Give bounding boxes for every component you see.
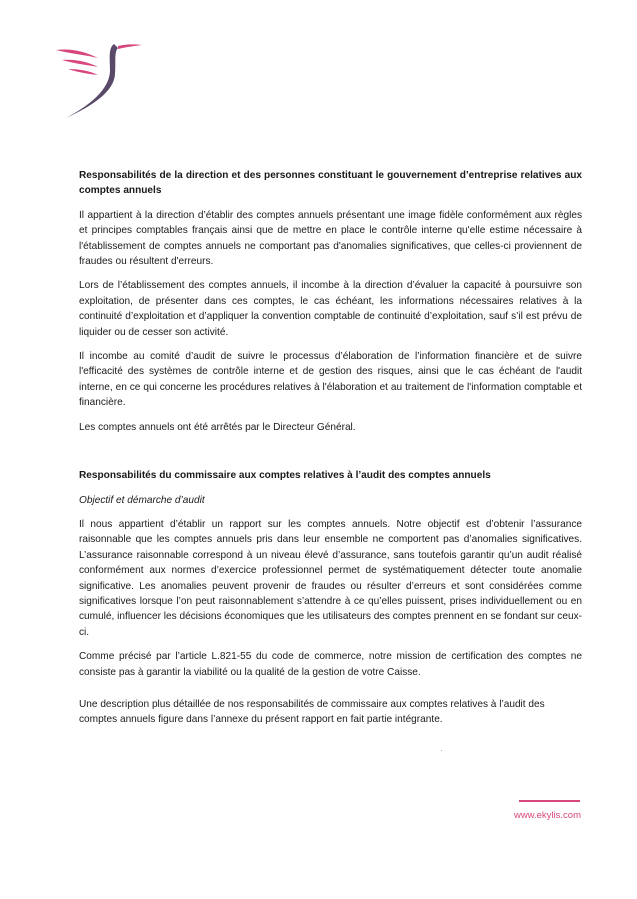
paragraph: Une description plus détaillée de nos responsabilités de commissaire aux comptes relatives à l’audit des comptes annuels figure dans l’annexe du présent rapport en fait partie intégrante. [79, 698, 545, 726]
paragraph: Les comptes annuels ont été arrêtés par le Directeur Général. [79, 421, 356, 433]
footer-url-link[interactable]: www.ekylis.com [513, 810, 581, 821]
ekylis-bird-logo-icon [52, 40, 144, 122]
paragraph: Il appartient à la direction d’établir des comptes annuels présentant une image fidèle conformément aux règles et principes comptables français ainsi que de mettre en place le contrôle interne qu'elle estime nécessaire à l'établissement de comptes annuels ne comportant pas d'anomalies significatives, que celles-ci proviennent de fraudes ou résultent d'erreurs. [79, 209, 582, 268]
section-heading-direction: Responsabilités de la direction et des personnes constituant le gouvernement d’entreprise relatives aux comptes annuels [79, 170, 582, 197]
paragraph: Il nous appartient d’établir un rapport sur les comptes annuels. Notre objectif est d’obtenir l’assurance raisonnable que les comptes annuels pris dans leur ensemble ne comportent pas d’anomalies significatives. L’assurance raisonnable correspond à un niveau élevé d’assurance, sans toutefois garantir qu’un audit réalisé conformément aux normes d’exercice professionnel permet de systématiquement détecter toute anomalie significative. Les anomalies peuvent provenir de fraudes ou résulter d’erreurs et sont considérées comme significatives lorsque l’on peut raisonnablement s’attendre à ce qu’elles puissent, prises individuellement ou en cumulé, influencer les décisions économiques que les utilisateurs des comptes prennent en se fondant sur ceux-ci. [79, 518, 582, 638]
paragraph: Lors de l’établissement des comptes annuels, il incombe à la direction d’évaluer la capacité à poursuivre son exploitation, de présenter dans ces comptes, le cas échéant, les informations nécessaires relatives à la continuité d’exploitation et d’appliquer la convention comptable de continuité d’exploitation, sauf s’il est prévu de liquider ou de cesser son activité. [79, 280, 582, 338]
subheading: Objectif et démarche d’audit [79, 494, 205, 506]
section-heading-auditor: Responsabilités du commissaire aux comptes relatives à l’audit des comptes annuels [79, 470, 491, 482]
paragraph: Comme précisé par l’article L.821-55 du code de commerce, notre mission de certification des comptes ne consiste pas à garantir la viabilité ou la qualité de la gestion de votre Caisse. [79, 651, 582, 678]
document-body [79, 168, 582, 737]
footer-rule [519, 800, 580, 802]
paragraph: Il incombe au comité d’audit de suivre le processus d’élaboration de l’information financière et de suivre l'efficacité des systèmes de contrôle interne et de gestion des risques, ainsi que le cas échéant de l'audit interne, en ce qui concerne les procédures relatives à l'élaboration et au traitement de l'information comptable et financière. [79, 351, 582, 409]
